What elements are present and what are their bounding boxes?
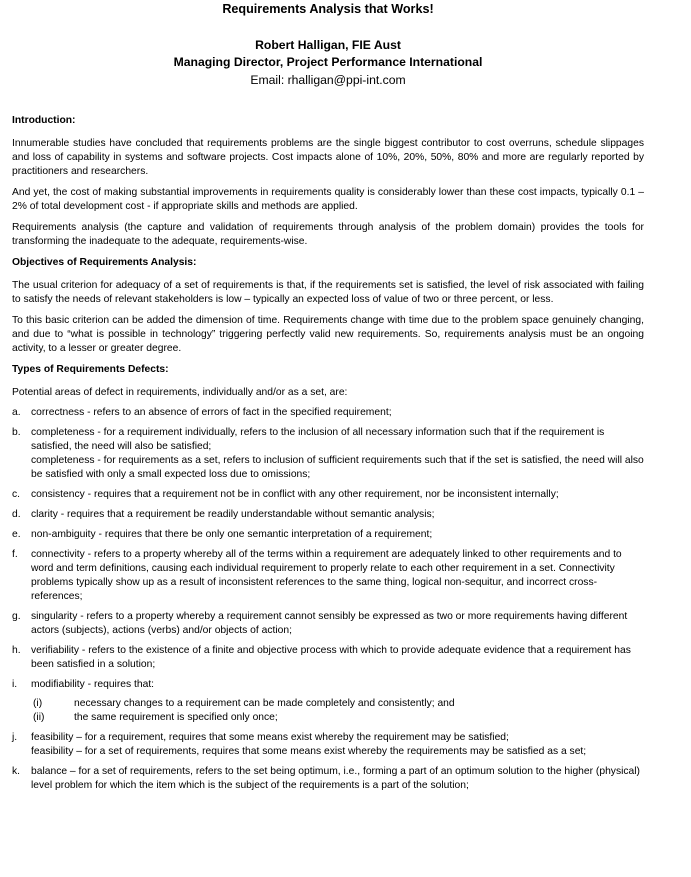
intro-paragraph-3: Requirements analysis (the capture and validation of requirements through analysis of the problem domain) provides the tools for transforming the inadequate to the adequate, requirements-wise.	[12, 222, 644, 247]
list-marker: e.	[12, 529, 21, 540]
list-marker: g.	[12, 611, 21, 622]
sub-list-item-text: the same requirement is specified only once;	[74, 712, 278, 723]
list-item-text: connectivity - refers to a property whereby all of the terms within a requirement are adequately linked to other requirements and to word and term definitions, causing each individual requirement to properly relate to each other requirement in a set. Connectivity problems typically show up as a result of inconsistent references to the same thing, logical non-sequitur, and incorrect cross-references;	[31, 549, 622, 602]
list-item-text: clarity - requires that a requirement be readily understandable without semantic analysis;	[31, 509, 435, 520]
list-item-text-continued: feasibility – for a set of requirements, requires that some means exist whereby the requirements may be satisfied as a set;	[31, 746, 587, 757]
list-item	[12, 488, 644, 502]
list-item-text: singularity - refers to a property whereby a requirement cannot sensibly be expressed as two or more requirements having different actors (subjects), actions (verbs) and/or objects of action;	[31, 611, 628, 636]
defects-lead: Potential areas of defect in requirements, individually and/or as a set, are:	[12, 387, 348, 398]
intro-paragraph-1: Innumerable studies have concluded that requirements problems are the single biggest contributor to cost overruns, schedule slippages and loss of capability in systems and software projects. Cost impacts alone of 10%, 20%, 50%, 80% and more are regularly reported by practitioners and researchers.	[12, 138, 644, 177]
heading-defects: Types of Requirements Defects:	[12, 364, 169, 375]
document-title: Requirements Analysis that Works!	[222, 2, 434, 16]
list-marker: d.	[12, 509, 21, 520]
author-email: Email: rhalligan@ppi-int.com	[250, 73, 406, 87]
list-item-text: consistency - requires that a requirement not be in conflict with any other requirement, nor be inconsistent internally;	[31, 489, 559, 500]
list-item	[12, 528, 644, 542]
list-item	[12, 406, 644, 420]
sub-list-marker: (i)	[33, 698, 43, 709]
list-marker: c.	[12, 489, 21, 500]
list-item-text: feasibility – for a requirement, requires that some means exist whereby the requirement may be satisfied;	[31, 732, 509, 743]
list-marker: b.	[12, 427, 21, 438]
objectives-paragraph-2: To this basic criterion can be added the dimension of time. Requirements change with time due to the problem space genuinely changing, and due to “what is possible in technology” triggering perfectly valid new requirements. So, requirements analysis must be an ongoing activity, to a lesser or greater degree.	[12, 315, 644, 354]
intro-paragraph-2: And yet, the cost of making substantial improvements in requirements quality is considerably lower than these cost impacts, typically 0.1 – 2% of total development cost - if appropriate skills and methods are applied.	[12, 187, 644, 212]
author-name: Robert Halligan, FIE Aust	[255, 38, 401, 52]
list-item-text: balance – for a set of requirements, refers to the set being optimum, i.e., forming a part of an optimum solution to the higher (physical) level problem for which the item which is the subject of the requirements is a part of the solution;	[31, 766, 640, 791]
list-item-text: correctness - refers to an absence of errors of fact in the specified requirement;	[31, 407, 392, 418]
sub-list-item-text: necessary changes to a requirement can be made completely and consistently; and	[74, 698, 455, 709]
list-item-text: non-ambiguity - requires that there be only one semantic interpretation of a requirement;	[31, 529, 433, 540]
list-item	[12, 548, 644, 604]
objectives-paragraph-1: The usual criterion for adequacy of a set of requirements is that, if the requirements set is satisfied, the level of risk associated with failing to satisfy the needs of relevant stakeholders is low – typically an expected loss of value of two or three percent, or less.	[12, 280, 644, 305]
sub-list-item	[31, 711, 644, 725]
list-item	[12, 765, 644, 793]
list-marker: k.	[12, 766, 21, 777]
document-page	[12, 0, 644, 799]
list-item	[12, 610, 644, 638]
list-item-text: completeness - for a requirement individually, refers to the inclusion of all necessary information such that if the requirement is satisfied, the need will also be satisfied;	[31, 427, 605, 452]
author-role: Managing Director, Project Performance International	[173, 55, 483, 69]
sub-list-item	[31, 697, 644, 711]
heading-objectives: Objectives of Requirements Analysis:	[12, 257, 197, 268]
list-item-text: verifiability - refers to the existence of a finite and objective process with which to provide adequate evidence that a requirement has been satisfied in a solution;	[31, 645, 631, 670]
sub-list-marker: (ii)	[33, 712, 45, 723]
defect-list	[12, 406, 644, 793]
list-item-text-continued: completeness - for requirements as a set, refers to inclusion of sufficient requirements such that if the set is satisfied, the need will also be satisfied with only a small expected loss due to omissions;	[31, 455, 644, 480]
list-item	[12, 678, 644, 725]
list-item	[12, 644, 644, 672]
list-item	[12, 731, 644, 759]
list-item	[12, 426, 644, 482]
list-marker: f.	[12, 549, 18, 560]
list-item-text: modifiability - requires that:	[31, 679, 155, 690]
list-marker: i.	[12, 679, 18, 690]
sub-list	[31, 697, 644, 725]
list-marker: a.	[12, 407, 21, 418]
list-marker: j.	[12, 732, 18, 743]
heading-introduction: Introduction:	[12, 115, 76, 126]
list-marker: h.	[12, 645, 21, 656]
list-item	[12, 508, 644, 522]
